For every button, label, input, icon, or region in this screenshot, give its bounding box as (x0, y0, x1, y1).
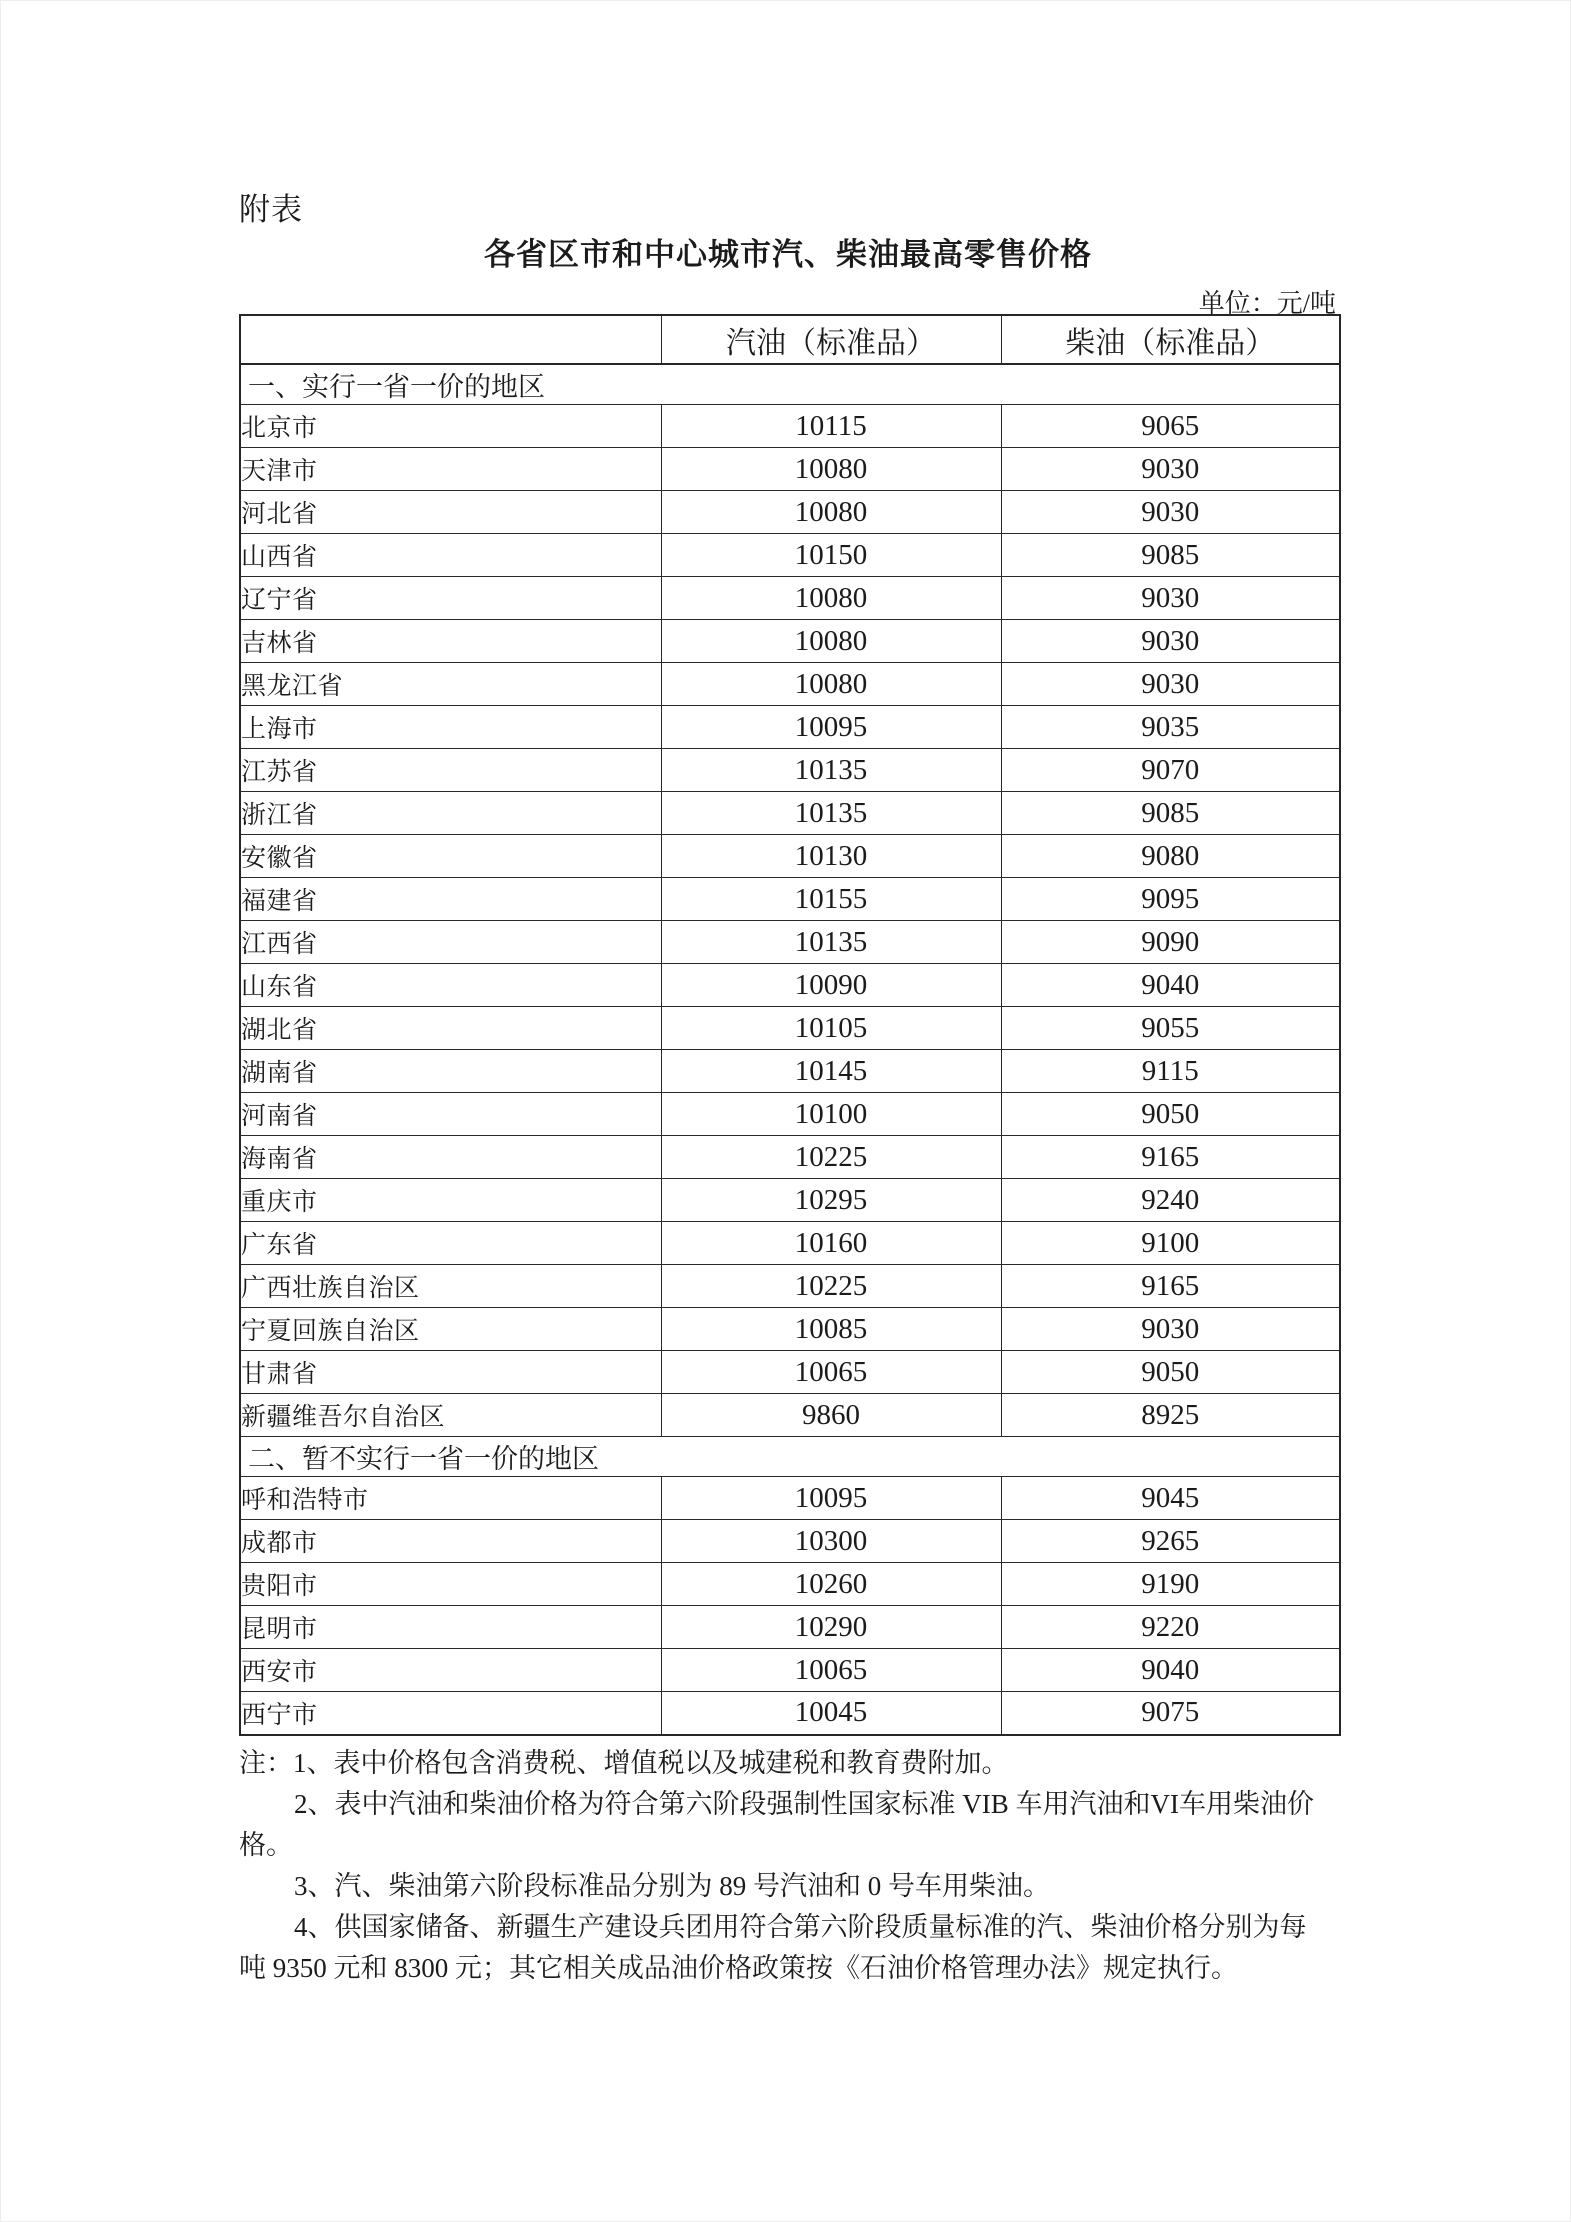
region-cell: 呼和浩特市 (240, 1477, 661, 1520)
diesel-price-cell: 9115 (1001, 1050, 1340, 1093)
region-cell: 江西省 (240, 921, 661, 964)
gasoline-price-cell: 10130 (661, 835, 1001, 878)
diesel-price-cell: 9030 (1001, 663, 1340, 706)
notes-block (239, 1743, 1499, 1989)
region-cell: 浙江省 (240, 792, 661, 835)
region-cell: 河南省 (240, 1093, 661, 1136)
table-row (240, 577, 1340, 620)
table-row (240, 663, 1340, 706)
diesel-price-cell: 9075 (1001, 1692, 1340, 1735)
gasoline-price-cell: 10260 (661, 1563, 1001, 1606)
note-line: 吨 9350 元和 8300 元；其它相关成品油价格政策按《石油价格管理办法》规定执行。 (239, 1953, 1238, 1983)
table-row (240, 534, 1340, 577)
region-cell: 福建省 (240, 878, 661, 921)
gasoline-price-cell: 9860 (661, 1394, 1001, 1437)
region-cell: 宁夏回族自治区 (240, 1308, 661, 1351)
table-row (240, 1692, 1340, 1735)
note-line: 2、表中汽油和柴油价格为符合第六阶段强制性国家标准 VIB 车用汽油和VI车用柴油价 (294, 1789, 1314, 1819)
region-cell: 吉林省 (240, 620, 661, 663)
diesel-price-cell: 9050 (1001, 1093, 1340, 1136)
region-cell: 山西省 (240, 534, 661, 577)
table-row (240, 921, 1340, 964)
table-row (240, 1136, 1340, 1179)
section-title: 二、暂不实行一省一价的地区 (240, 1437, 1340, 1477)
gasoline-price-cell: 10090 (661, 964, 1001, 1007)
table-header-row (240, 315, 1340, 364)
gasoline-price-cell: 10080 (661, 577, 1001, 620)
gasoline-price-cell: 10145 (661, 1050, 1001, 1093)
diesel-price-cell: 8925 (1001, 1394, 1340, 1437)
region-cell: 昆明市 (240, 1606, 661, 1649)
diesel-price-cell: 9095 (1001, 878, 1340, 921)
table-row (240, 1649, 1340, 1692)
gasoline-price-cell: 10290 (661, 1606, 1001, 1649)
region-cell: 重庆市 (240, 1179, 661, 1222)
diesel-price-cell: 9040 (1001, 964, 1340, 1007)
table-row (240, 1520, 1340, 1563)
note-line: 注：1、表中价格包含消费税、增值税以及城建税和教育费附加。 (239, 1748, 1009, 1778)
table-row (240, 792, 1340, 835)
diesel-price-cell: 9055 (1001, 1007, 1340, 1050)
table-row (240, 491, 1340, 534)
note-line: 4、供国家储备、新疆生产建设兵团用符合第六阶段质量标准的汽、柴油价格分别为每 (294, 1912, 1307, 1942)
region-cell: 广东省 (240, 1222, 661, 1265)
gasoline-price-cell: 10080 (661, 491, 1001, 534)
diesel-price-cell: 9065 (1001, 405, 1340, 448)
table-row (240, 878, 1340, 921)
diesel-price-cell: 9035 (1001, 706, 1340, 749)
table-row (240, 835, 1340, 878)
gasoline-price-cell: 10065 (661, 1649, 1001, 1692)
table-row (240, 706, 1340, 749)
price-table (239, 314, 1341, 1736)
gasoline-price-cell: 10160 (661, 1222, 1001, 1265)
region-cell: 湖南省 (240, 1050, 661, 1093)
region-cell: 西安市 (240, 1649, 661, 1692)
table-row (240, 1606, 1340, 1649)
region-cell: 海南省 (240, 1136, 661, 1179)
region-cell: 湖北省 (240, 1007, 661, 1050)
region-cell: 山东省 (240, 964, 661, 1007)
diesel-price-cell: 9100 (1001, 1222, 1340, 1265)
region-cell: 广西壮族自治区 (240, 1265, 661, 1308)
section-header-row (240, 364, 1340, 405)
region-cell: 新疆维吾尔自治区 (240, 1394, 661, 1437)
gasoline-price-cell: 10095 (661, 1477, 1001, 1520)
region-cell: 黑龙江省 (240, 663, 661, 706)
unit-label: 单位：元/吨 (1198, 289, 1336, 318)
table-row (240, 964, 1340, 1007)
note-line: 格。 (239, 1830, 293, 1860)
gasoline-price-cell: 10150 (661, 534, 1001, 577)
diesel-price-cell: 9030 (1001, 620, 1340, 663)
diesel-price-cell: 9220 (1001, 1606, 1340, 1649)
region-cell: 成都市 (240, 1520, 661, 1563)
header-region-cell (240, 315, 661, 364)
region-cell: 西宁市 (240, 1692, 661, 1735)
region-cell: 上海市 (240, 706, 661, 749)
diesel-price-cell: 9190 (1001, 1563, 1340, 1606)
section-header-row (240, 1437, 1340, 1477)
table-row (240, 749, 1340, 792)
diesel-price-cell: 9070 (1001, 749, 1340, 792)
header-gasoline-cell: 汽油（标准品） (661, 315, 1001, 364)
table-row (240, 1007, 1340, 1050)
table-row (240, 405, 1340, 448)
gasoline-price-cell: 10065 (661, 1351, 1001, 1394)
gasoline-price-cell: 10080 (661, 620, 1001, 663)
diesel-price-cell: 9080 (1001, 835, 1340, 878)
diesel-price-cell: 9030 (1001, 1308, 1340, 1351)
diesel-price-cell: 9030 (1001, 491, 1340, 534)
table-row (240, 1308, 1340, 1351)
gasoline-price-cell: 10095 (661, 706, 1001, 749)
table-row (240, 1050, 1340, 1093)
note-line: 3、汽、柴油第六阶段标准品分别为 89 号汽油和 0 号车用柴油。 (294, 1871, 1050, 1901)
table-row (240, 1563, 1340, 1606)
diesel-price-cell: 9165 (1001, 1265, 1340, 1308)
region-cell: 辽宁省 (240, 577, 661, 620)
gasoline-price-cell: 10115 (661, 405, 1001, 448)
diesel-price-cell: 9240 (1001, 1179, 1340, 1222)
region-cell: 甘肃省 (240, 1351, 661, 1394)
page-title: 各省区市和中心城市汽、柴油最高零售价格 (484, 237, 1092, 272)
gasoline-price-cell: 10300 (661, 1520, 1001, 1563)
header-diesel-cell: 柴油（标准品） (1001, 315, 1340, 364)
diesel-price-cell: 9090 (1001, 921, 1340, 964)
diesel-price-cell: 9265 (1001, 1520, 1340, 1563)
gasoline-price-cell: 10155 (661, 878, 1001, 921)
table-row (240, 1265, 1340, 1308)
gasoline-price-cell: 10225 (661, 1136, 1001, 1179)
table-row (240, 1222, 1340, 1265)
section-title: 一、实行一省一价的地区 (240, 364, 1340, 405)
region-cell: 北京市 (240, 405, 661, 448)
table-row (240, 1093, 1340, 1136)
table-row (240, 1394, 1340, 1437)
gasoline-price-cell: 10295 (661, 1179, 1001, 1222)
table-row (240, 1179, 1340, 1222)
table-row (240, 620, 1340, 663)
gasoline-price-cell: 10135 (661, 921, 1001, 964)
region-cell: 贵阳市 (240, 1563, 661, 1606)
gasoline-price-cell: 10225 (661, 1265, 1001, 1308)
diesel-price-cell: 9050 (1001, 1351, 1340, 1394)
gasoline-price-cell: 10080 (661, 448, 1001, 491)
gasoline-price-cell: 10100 (661, 1093, 1001, 1136)
diesel-price-cell: 9030 (1001, 448, 1340, 491)
diesel-price-cell: 9165 (1001, 1136, 1340, 1179)
gasoline-price-cell: 10045 (661, 1692, 1001, 1735)
table-row (240, 1351, 1340, 1394)
diesel-price-cell: 9085 (1001, 792, 1340, 835)
price-table-body (240, 364, 1340, 1735)
region-cell: 江苏省 (240, 749, 661, 792)
diesel-price-cell: 9045 (1001, 1477, 1340, 1520)
attachment-label: 附表 (239, 192, 303, 227)
region-cell: 河北省 (240, 491, 661, 534)
gasoline-price-cell: 10135 (661, 792, 1001, 835)
gasoline-price-cell: 10135 (661, 749, 1001, 792)
diesel-price-cell: 9030 (1001, 577, 1340, 620)
table-row (240, 448, 1340, 491)
region-cell: 安徽省 (240, 835, 661, 878)
region-cell: 天津市 (240, 448, 661, 491)
table-row (240, 1477, 1340, 1520)
gasoline-price-cell: 10105 (661, 1007, 1001, 1050)
diesel-price-cell: 9040 (1001, 1649, 1340, 1692)
gasoline-price-cell: 10080 (661, 663, 1001, 706)
diesel-price-cell: 9085 (1001, 534, 1340, 577)
gasoline-price-cell: 10085 (661, 1308, 1001, 1351)
